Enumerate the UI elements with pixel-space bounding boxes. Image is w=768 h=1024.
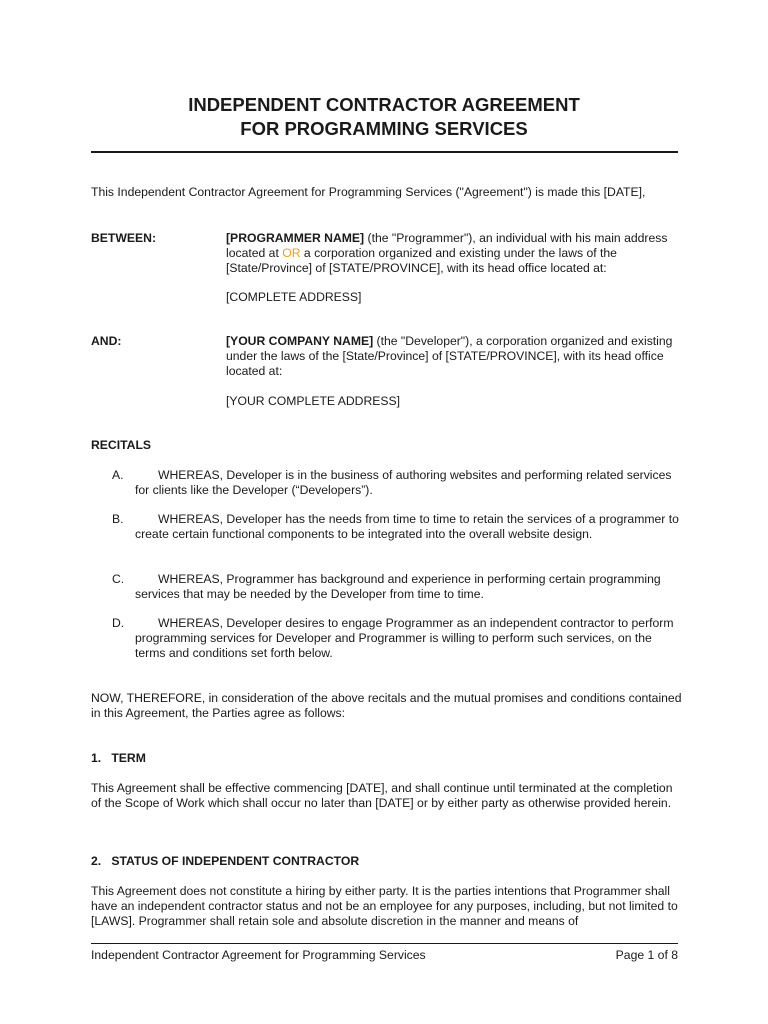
between-text-a: (the "Programmer"), an individual with his main address located at xyxy=(226,231,668,260)
and-address: [YOUR COMPLETE ADDRESS] xyxy=(226,394,401,408)
recital-b: WHEREAS, Developer has the needs from time to time to retain the services of a programmer to create certain functional components to be integrated into the overall website design. xyxy=(135,512,679,541)
document-title-line-1: INDEPENDENT CONTRACTOR AGREEMENT xyxy=(188,94,580,115)
and-text: (the "Developer"), a corporation organized and existing under the laws of the [State/Province] of [STATE/PROVINCE], with its head office located at: xyxy=(226,334,673,378)
between-text-b: a corporation organized and existing under the laws of the [State/Province] of [STATE/PROVINCE], with its head office located at: xyxy=(226,246,617,275)
between-paragraph xyxy=(226,231,682,276)
title-divider xyxy=(91,151,678,153)
recital-letter-b: B. xyxy=(112,512,124,526)
recitals-heading: RECITALS xyxy=(91,438,152,452)
or-highlight: OR xyxy=(282,246,301,260)
section-1-heading: 1. TERM xyxy=(91,751,146,765)
recital-letter-c: C. xyxy=(112,572,125,586)
section-1-text: This Agreement shall be effective commencing [DATE], and shall continue until terminated at the completion of the Scope of Work which shall occur no later than [DATE] or by either party as otherwise provided herein. xyxy=(91,781,673,810)
and-paragraph xyxy=(226,334,682,379)
and-label: AND: xyxy=(91,334,122,348)
section-2-text: This Agreement does not constitute a hiring by either party. It is the parties intentions that Programmer shall have an independent contractor status and not be an employee for any purposes, including, but not limited to [LAWS]. Programmer shall retain sole and absolute discretion in the manner and means of xyxy=(91,884,678,928)
between-address: [COMPLETE ADDRESS] xyxy=(226,290,362,304)
now-therefore-paragraph: NOW, THEREFORE, in consideration of the above recitals and the mutual promises and conditions contained in this Agreement, the Parties agree as follows: xyxy=(91,691,682,720)
footer-document-title: Independent Contractor Agreement for Programming Services xyxy=(91,948,426,962)
recital-c: WHEREAS, Programmer has background and experience in performing certain programming services that may be needed by the Developer from time to time. xyxy=(135,572,661,601)
recital-letter-d: D. xyxy=(112,616,125,630)
section-2-heading: 2. STATUS OF INDEPENDENT CONTRACTOR xyxy=(91,854,360,868)
document-title-line-2: FOR PROGRAMMING SERVICES xyxy=(240,118,528,139)
between-label: BETWEEN: xyxy=(91,231,156,245)
recital-d: WHEREAS, Developer desires to engage Programmer as an independent contractor to perform programming services for Developer and Programmer is willing to perform such services, on the terms and conditions set forth below. xyxy=(135,616,674,660)
page-number: Page 1 of 8 xyxy=(615,948,678,962)
company-name: [YOUR COMPANY NAME] xyxy=(226,334,374,348)
programmer-name: [PROGRAMMER NAME] xyxy=(226,231,365,245)
footer-divider xyxy=(91,943,678,944)
recital-a: WHEREAS, Developer is in the business of authoring websites and performing related services for clients like the Developer (“Developers”). xyxy=(135,468,672,497)
recital-letter-a: A. xyxy=(112,468,124,482)
intro-paragraph: This Independent Contractor Agreement for Programming Services ("Agreement") is made this [DATE], xyxy=(91,185,646,199)
